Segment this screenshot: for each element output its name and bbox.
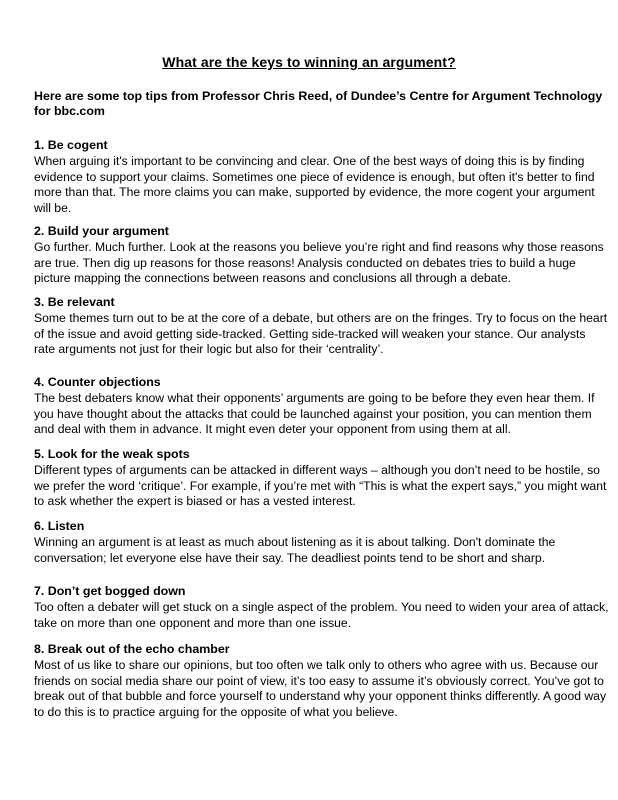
tip-section-be-cogent: [34, 137, 609, 216]
tip-section-listen: [34, 518, 609, 566]
tip-section-dont-get-bogged-down: [34, 583, 609, 631]
tip-heading: 2. Build your argument: [34, 224, 169, 238]
tip-body: Too often a debater will get stuck on a single aspect of the problem. You need to widen your area of attack, take on more than one opponent and more than one issue.: [34, 600, 609, 630]
intro-text: Here are some top tips from Professor Chris Reed, of Dundee’s Centre for Argument Technology for bbc.com: [34, 89, 603, 118]
tip-heading: 7. Don’t get bogged down: [34, 584, 186, 598]
tip-heading: 3. Be relevant: [34, 295, 115, 309]
tip-heading: 1. Be cogent: [34, 138, 108, 152]
document-title: What are the keys to winning an argument?: [162, 54, 456, 70]
tip-section-weak-spots: [34, 446, 609, 510]
tip-body: Go further. Much further. Look at the reasons you believe you’re right and find reasons why those reasons are true. Then dig up reasons for those reasons! Analysis conducted on debates tries to build a huge picture mapping the connections between reasons and conclusions all through a debate.: [34, 240, 604, 285]
tip-body: Some themes turn out to be at the core of a debate, but others are on the fringes. Try to focus on the heart of the issue and avoid getting side-tracked. Getting side-tracked will weaken your stance. Our analysts rate arguments not just for their logic but also for their ‘centrality’.: [34, 311, 608, 356]
tip-heading: 4. Counter objections: [34, 375, 161, 389]
tip-section-build-your-argument: [34, 223, 609, 287]
tip-heading: 8. Break out of the echo chamber: [34, 642, 230, 656]
tip-body: Different types of arguments can be attacked in different ways – although you don’t need to be hostile, so we prefer the word ‘critique’. For example, if you’re met with “This is what the expert says,” you might want to ask whether the expert is biased or has a vested interest.: [34, 463, 607, 508]
tip-body: When arguing it's important to be convincing and clear. One of the best ways of doing this is by finding evidence to support your claims. Sometimes one piece of evidence is enough, but often it's better to find more than that. The more claims you can make, supported by evidence, the more cogent your argument will be.: [34, 154, 595, 215]
tip-body: Winning an argument is at least as much about listening as it is about talking. Don't dominate the conversation; let everyone else have their say. The deadliest points tend to be short and sharp.: [34, 535, 556, 565]
tip-section-echo-chamber: [34, 641, 609, 720]
tip-section-counter-objections: [34, 374, 609, 438]
tip-body: Most of us like to share our opinions, but too often we talk only to others who agree with us. Because our friends on social media share our point of view, it’s too easy to assume it’s obviously correct. You’ve got to break out of that bubble and force yourself to understand why your opponent thinks differently. A good way to do this is to practice arguing for the opposite of what you believe.: [34, 658, 607, 719]
tip-heading: 6. Listen: [34, 519, 85, 533]
tip-section-be-relevant: [34, 294, 609, 358]
tip-heading: 5. Look for the weak spots: [34, 447, 190, 461]
tip-body: The best debaters know what their opponents’ arguments are going to be before they even hear them. If you have thought about the attacks that could be launched against your position, you can mention them and deal with them in advance. It might even deter your opponent from using them at all.: [34, 391, 595, 436]
